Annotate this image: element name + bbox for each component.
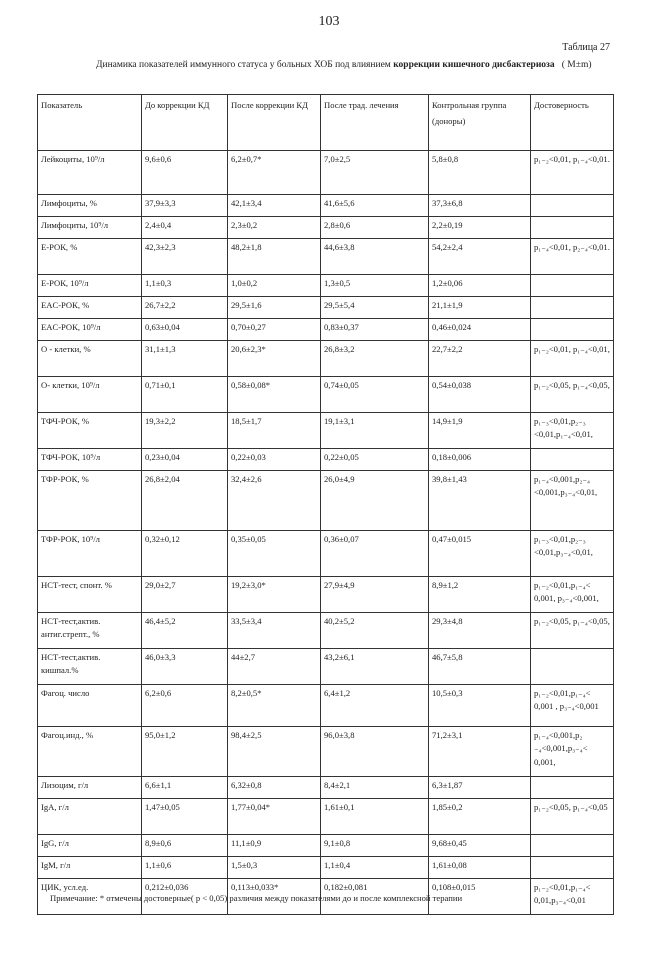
indicator-cell: НСТ-тест, спонт. % xyxy=(38,577,142,613)
after-traditional-cell: 2,8±0,6 xyxy=(321,217,429,239)
before-correction-cell: 46,0±3,3 xyxy=(142,649,228,685)
indicator-cell: Лейкоциты, 10⁹/л xyxy=(38,151,142,195)
indicator-cell: E-РОК, % xyxy=(38,239,142,275)
table-row xyxy=(38,613,614,649)
after-traditional-cell: 26,8±3,2 xyxy=(321,341,429,377)
indicator-cell: Фагоц. число xyxy=(38,685,142,727)
indicator-cell: IgM, г/л xyxy=(38,857,142,879)
after-correction-cell: 1,77±0,04* xyxy=(228,799,321,835)
after-traditional-cell: 43,2±6,1 xyxy=(321,649,429,685)
table-row xyxy=(38,239,614,275)
control-group-cell: 22,7±2,2 xyxy=(429,341,531,377)
before-correction-cell: 46,4±5,2 xyxy=(142,613,228,649)
after-correction-cell: 19,2±3,0* xyxy=(228,577,321,613)
table-row xyxy=(38,777,614,799)
indicator-cell: IgG, г/л xyxy=(38,835,142,857)
after-correction-cell: 0,35±0,05 xyxy=(228,531,321,577)
indicator-cell: Лимфоциты, 10⁹/л xyxy=(38,217,142,239)
significance-cell xyxy=(531,319,614,341)
significance-cell: p₁₋₂<0,01,p₁₋₄< 0,001 , p₃₋₄<0,001 xyxy=(531,685,614,727)
before-correction-cell: 19,3±2,2 xyxy=(142,413,228,449)
after-correction-cell: 32,4±2,6 xyxy=(228,471,321,531)
after-correction-cell: 42,1±3,4 xyxy=(228,195,321,217)
control-group-cell: 1,61±0,08 xyxy=(429,857,531,879)
significance-cell: p₁₋₂<0,05, p₁₋₄<0,05 xyxy=(531,799,614,835)
significance-cell: p₁₋₄<0,001,p₂ ₋₄<0,001,p₃₋₄< 0,001, xyxy=(531,727,614,777)
after-correction-cell: 0,70±0,27 xyxy=(228,319,321,341)
after-traditional-cell: 0,36±0,07 xyxy=(321,531,429,577)
after-correction-cell: 11,1±0,9 xyxy=(228,835,321,857)
table-row xyxy=(38,449,614,471)
table-row xyxy=(38,727,614,777)
after-correction-cell: 44±2,7 xyxy=(228,649,321,685)
control-group-cell: 54,2±2,4 xyxy=(429,239,531,275)
significance-cell: p₁₋₃<0,01,p₂₋₃ <0,01,p₁₋₄<0,01, xyxy=(531,413,614,449)
immune-status-table xyxy=(37,94,614,915)
after-correction-cell: 98,4±2,5 xyxy=(228,727,321,777)
indicator-cell: Фагоц.инд., % xyxy=(38,727,142,777)
table-row xyxy=(38,471,614,531)
before-correction-cell: 6,6±1,1 xyxy=(142,777,228,799)
after-traditional-cell: 0,83±0,37 xyxy=(321,319,429,341)
control-group-cell: 0,47±0,015 xyxy=(429,531,531,577)
after-traditional-cell: 0,182±0,081 xyxy=(321,879,429,915)
after-correction-cell: 0,58±0,08* xyxy=(228,377,321,413)
before-correction-cell: 26,8±2,04 xyxy=(142,471,228,531)
table-caption xyxy=(96,60,592,70)
after-traditional-cell: 29,5±5,4 xyxy=(321,297,429,319)
before-correction-cell: 37,9±3,3 xyxy=(142,195,228,217)
after-traditional-cell: 1,1±0,4 xyxy=(321,857,429,879)
after-correction-cell: 2,3±0,2 xyxy=(228,217,321,239)
table-label: Таблица 27 xyxy=(562,42,610,53)
table-row xyxy=(38,835,614,857)
significance-cell xyxy=(531,449,614,471)
significance-cell: p₁₋₂<0,01,p₁₋₄< 0,001, p₃₋₄<0,001, xyxy=(531,577,614,613)
after-traditional-cell: 9,1±0,8 xyxy=(321,835,429,857)
significance-cell xyxy=(531,217,614,239)
indicator-cell: ТФЧ-РОК, % xyxy=(38,413,142,449)
after-traditional-cell: 19,1±3,1 xyxy=(321,413,429,449)
significance-cell xyxy=(531,649,614,685)
caption-part-1: Динамика показателей иммунного статуса у больных ХОБ под влиянием xyxy=(96,60,391,70)
after-correction-cell: 0,22±0,03 xyxy=(228,449,321,471)
control-group-cell: 0,54±0,038 xyxy=(429,377,531,413)
header-after-correction: После коррекции КД xyxy=(228,95,321,151)
control-group-cell: 6,3±1,87 xyxy=(429,777,531,799)
after-traditional-cell: 40,2±5,2 xyxy=(321,613,429,649)
after-correction-cell: 20,6±2,3* xyxy=(228,341,321,377)
table-row xyxy=(38,577,614,613)
control-group-cell: 0,46±0,024 xyxy=(429,319,531,341)
indicator-cell: ЦИК, усл.ед. xyxy=(38,879,142,915)
header-indicator: Показатель xyxy=(38,95,142,151)
before-correction-cell: 95,0±1,2 xyxy=(142,727,228,777)
control-group-cell: 71,2±3,1 xyxy=(429,727,531,777)
table-row xyxy=(38,531,614,577)
table-row xyxy=(38,377,614,413)
significance-cell: p₁₋₂<0,01, p₁₋₄<0,01. xyxy=(531,151,614,195)
table-row xyxy=(38,151,614,195)
table-row xyxy=(38,799,614,835)
significance-cell xyxy=(531,297,614,319)
after-traditional-cell: 41,6±5,6 xyxy=(321,195,429,217)
indicator-cell: E-РОК, 10⁹/л xyxy=(38,275,142,297)
after-traditional-cell: 1,61±0,1 xyxy=(321,799,429,835)
footnote: Примечание: * отмечены достоверные( p < 0,05) различия между показателями до и после комплексной терапии xyxy=(50,893,463,903)
after-traditional-cell: 7,0±2,5 xyxy=(321,151,429,195)
table-row xyxy=(38,217,614,239)
before-correction-cell: 0,32±0,12 xyxy=(142,531,228,577)
after-traditional-cell: 96,0±3,8 xyxy=(321,727,429,777)
control-group-cell: 8,9±1,2 xyxy=(429,577,531,613)
control-group-cell: 14,9±1,9 xyxy=(429,413,531,449)
before-correction-cell: 9,6±0,6 xyxy=(142,151,228,195)
before-correction-cell: 26,7±2,2 xyxy=(142,297,228,319)
control-group-cell: 5,8±0,8 xyxy=(429,151,531,195)
significance-cell xyxy=(531,857,614,879)
table-row xyxy=(38,275,614,297)
after-traditional-cell: 0,22±0,05 xyxy=(321,449,429,471)
control-group-cell: 0,18±0,006 xyxy=(429,449,531,471)
indicator-cell: ТФЧ-РОК, 10⁹/л xyxy=(38,449,142,471)
after-traditional-cell: 6,4±1,2 xyxy=(321,685,429,727)
before-correction-cell: 0,71±0,1 xyxy=(142,377,228,413)
page-number: 103 xyxy=(318,14,340,29)
control-group-cell: 1,85±0,2 xyxy=(429,799,531,835)
significance-cell xyxy=(531,777,614,799)
indicator-cell: Лизоцим, г/л xyxy=(38,777,142,799)
significance-cell: p₁₋₂<0,05, p₁₋₄<0,05, xyxy=(531,613,614,649)
after-correction-cell: 18,5±1,7 xyxy=(228,413,321,449)
after-correction-cell: 6,32±0,8 xyxy=(228,777,321,799)
control-group-cell: 0,108±0,015 xyxy=(429,879,531,915)
indicator-cell: EAC-РОК, 10⁹/л xyxy=(38,319,142,341)
after-correction-cell: 1,5±0,3 xyxy=(228,857,321,879)
indicator-cell: НСТ-тест,актив. кишпал.% xyxy=(38,649,142,685)
header-significance: Достоверность xyxy=(531,95,614,151)
table-row xyxy=(38,341,614,377)
header-before-correction: До коррекции КД xyxy=(142,95,228,151)
table-row xyxy=(38,297,614,319)
after-correction-cell: 1,0±0,2 xyxy=(228,275,321,297)
before-correction-cell: 42,3±2,3 xyxy=(142,239,228,275)
significance-cell xyxy=(531,835,614,857)
control-group-cell: 1,2±0,06 xyxy=(429,275,531,297)
significance-cell: p₁₋₂<0,05, p₁₋₄<0,05, xyxy=(531,377,614,413)
table-row xyxy=(38,857,614,879)
after-traditional-cell: 26,0±4,9 xyxy=(321,471,429,531)
control-group-cell: 10,5±0,3 xyxy=(429,685,531,727)
before-correction-cell: 6,2±0,6 xyxy=(142,685,228,727)
before-correction-cell: 1,47±0,05 xyxy=(142,799,228,835)
after-traditional-cell: 8,4±2,1 xyxy=(321,777,429,799)
significance-cell: p₁₋₃<0,01,p₂₋₃ <0,01,p₃₋₄<0,01, xyxy=(531,531,614,577)
after-correction-cell: 33,5±3,4 xyxy=(228,613,321,649)
control-group-cell: 46,7±5,8 xyxy=(429,649,531,685)
control-group-cell: 37,3±6,8 xyxy=(429,195,531,217)
table-row xyxy=(38,413,614,449)
control-group-cell: 39,8±1,43 xyxy=(429,471,531,531)
after-correction-cell: 6,2±0,7* xyxy=(228,151,321,195)
caption-part-3: ( M±m) xyxy=(561,60,592,70)
significance-cell: p₁₋₄<0,01, p₂₋₄<0,01. xyxy=(531,239,614,275)
indicator-cell: ТФР-РОК, % xyxy=(38,471,142,531)
before-correction-cell: 29,0±2,7 xyxy=(142,577,228,613)
indicator-cell: НСТ-тест,актив. антиг.стрепт., % xyxy=(38,613,142,649)
table-row xyxy=(38,685,614,727)
table-row xyxy=(38,319,614,341)
before-correction-cell: 0,63±0,04 xyxy=(142,319,228,341)
before-correction-cell: 1,1±0,3 xyxy=(142,275,228,297)
before-correction-cell: 0,212±0,036 xyxy=(142,879,228,915)
significance-cell xyxy=(531,195,614,217)
after-traditional-cell: 27,9±4,9 xyxy=(321,577,429,613)
before-correction-cell: 2,4±0,4 xyxy=(142,217,228,239)
indicator-cell: EAC-РОК, % xyxy=(38,297,142,319)
indicator-cell: ТФР-РОК, 10⁹/л xyxy=(38,531,142,577)
before-correction-cell: 8,9±0,6 xyxy=(142,835,228,857)
table-row xyxy=(38,195,614,217)
control-group-cell: 9,68±0,45 xyxy=(429,835,531,857)
significance-cell: p₁₋₄<0,001,p₂₋₄ <0,001,p₃₋₄<0,01, xyxy=(531,471,614,531)
after-traditional-cell: 0,74±0,05 xyxy=(321,377,429,413)
indicator-cell: Лимфоциты, % xyxy=(38,195,142,217)
significance-cell xyxy=(531,275,614,297)
after-correction-cell: 48,2±1,8 xyxy=(228,239,321,275)
indicator-cell: О - клетки, % xyxy=(38,341,142,377)
control-group-cell: 29,3±4,8 xyxy=(429,613,531,649)
after-correction-cell: 0,113±0,033* xyxy=(228,879,321,915)
indicator-cell: О- клетки, 10⁹/л xyxy=(38,377,142,413)
after-traditional-cell: 44,6±3,8 xyxy=(321,239,429,275)
control-group-cell: 21,1±1,9 xyxy=(429,297,531,319)
significance-cell: p₁₋₂<0,01, p₁₋₄<0,01, xyxy=(531,341,614,377)
before-correction-cell: 0,23±0,04 xyxy=(142,449,228,471)
indicator-cell: IgA, г/л xyxy=(38,799,142,835)
after-correction-cell: 29,5±1,6 xyxy=(228,297,321,319)
significance-cell: p₁₋₂<0,01,p₁₋₄< 0,01,p₃₋₄<0,01 xyxy=(531,879,614,915)
before-correction-cell: 1,1±0,6 xyxy=(142,857,228,879)
after-traditional-cell: 1,3±0,5 xyxy=(321,275,429,297)
table-header-row xyxy=(38,95,614,151)
control-group-cell: 2,2±0,19 xyxy=(429,217,531,239)
header-after-traditional: После трад. лечения xyxy=(321,95,429,151)
header-control-group: Контрольная группа (доноры) xyxy=(429,95,531,151)
table-row xyxy=(38,649,614,685)
before-correction-cell: 31,1±1,3 xyxy=(142,341,228,377)
after-correction-cell: 8,2±0,5* xyxy=(228,685,321,727)
caption-part-2: коррекции кишечного дисбактериоза xyxy=(393,60,555,70)
